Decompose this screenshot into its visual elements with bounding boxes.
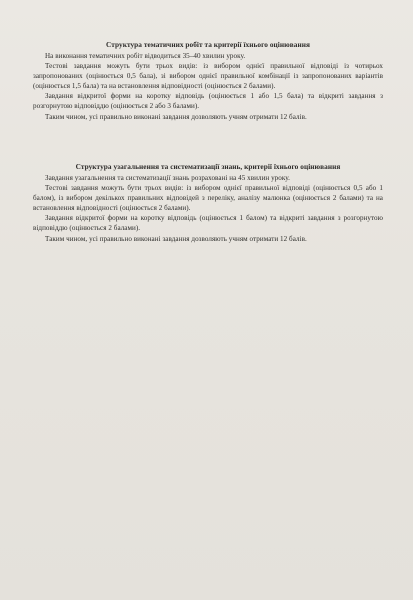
section-thematic-works	[33, 40, 383, 122]
paragraph: Таким чином, усі правильно виконані завдання дозволяють учням отримати 12 балів.	[45, 112, 307, 121]
section-generalization	[33, 162, 383, 244]
paragraph: Завдання відкритої форми на коротку відповідь (оцінюється 1 або 1,5 бала) та відкриті завдання з розгорнутою відповіддю (оцінюється 2 або 3 балами).	[33, 92, 383, 111]
paragraph: Тестові завдання можуть бути трьох видів: із вибором однієї правильної відповіді із чотирьох запропонованих (оцінюється 0,5 бала), зі вибором однієї правильної комбінації із запропонованих варіантів (оцінюється 1,5 бала) та на встановлення відповідності (оцінюється 2 балами).	[33, 62, 383, 91]
section-heading: Структура узагальнення та систематизації знань, критерії їхнього оцінювання	[75, 162, 341, 171]
paragraph: Тестові завдання можуть бути трьох видів: із вибором однієї правильної відповіді (оцінюється 0,5 або 1 балом), із вибором декількох правильних відповідей з переліку, аналізу малюнка (оцінюється 2 балами) та на встановлення відповідності (оцінюється 2 балами).	[33, 184, 383, 213]
paragraph: Завдання відкритої форми на коротку відповідь (оцінюється 1 балом) та відкриті завдання з розгорнутою відповіддю (оцінюється 2 балами).	[33, 214, 383, 233]
paragraph: Завдання узагальнення та систематизації знань розраховані на 45 хвилин уроку.	[45, 174, 290, 182]
paragraph: На виконання тематичних робіт відводиться 35–40 хвилин уроку.	[45, 52, 246, 60]
paragraph: Таким чином, усі правильно виконані завдання дозволяють учням отримати 12 балів.	[45, 234, 307, 243]
section-heading: Структура тематичних робіт та критерії їхнього оцінювання	[106, 40, 310, 49]
